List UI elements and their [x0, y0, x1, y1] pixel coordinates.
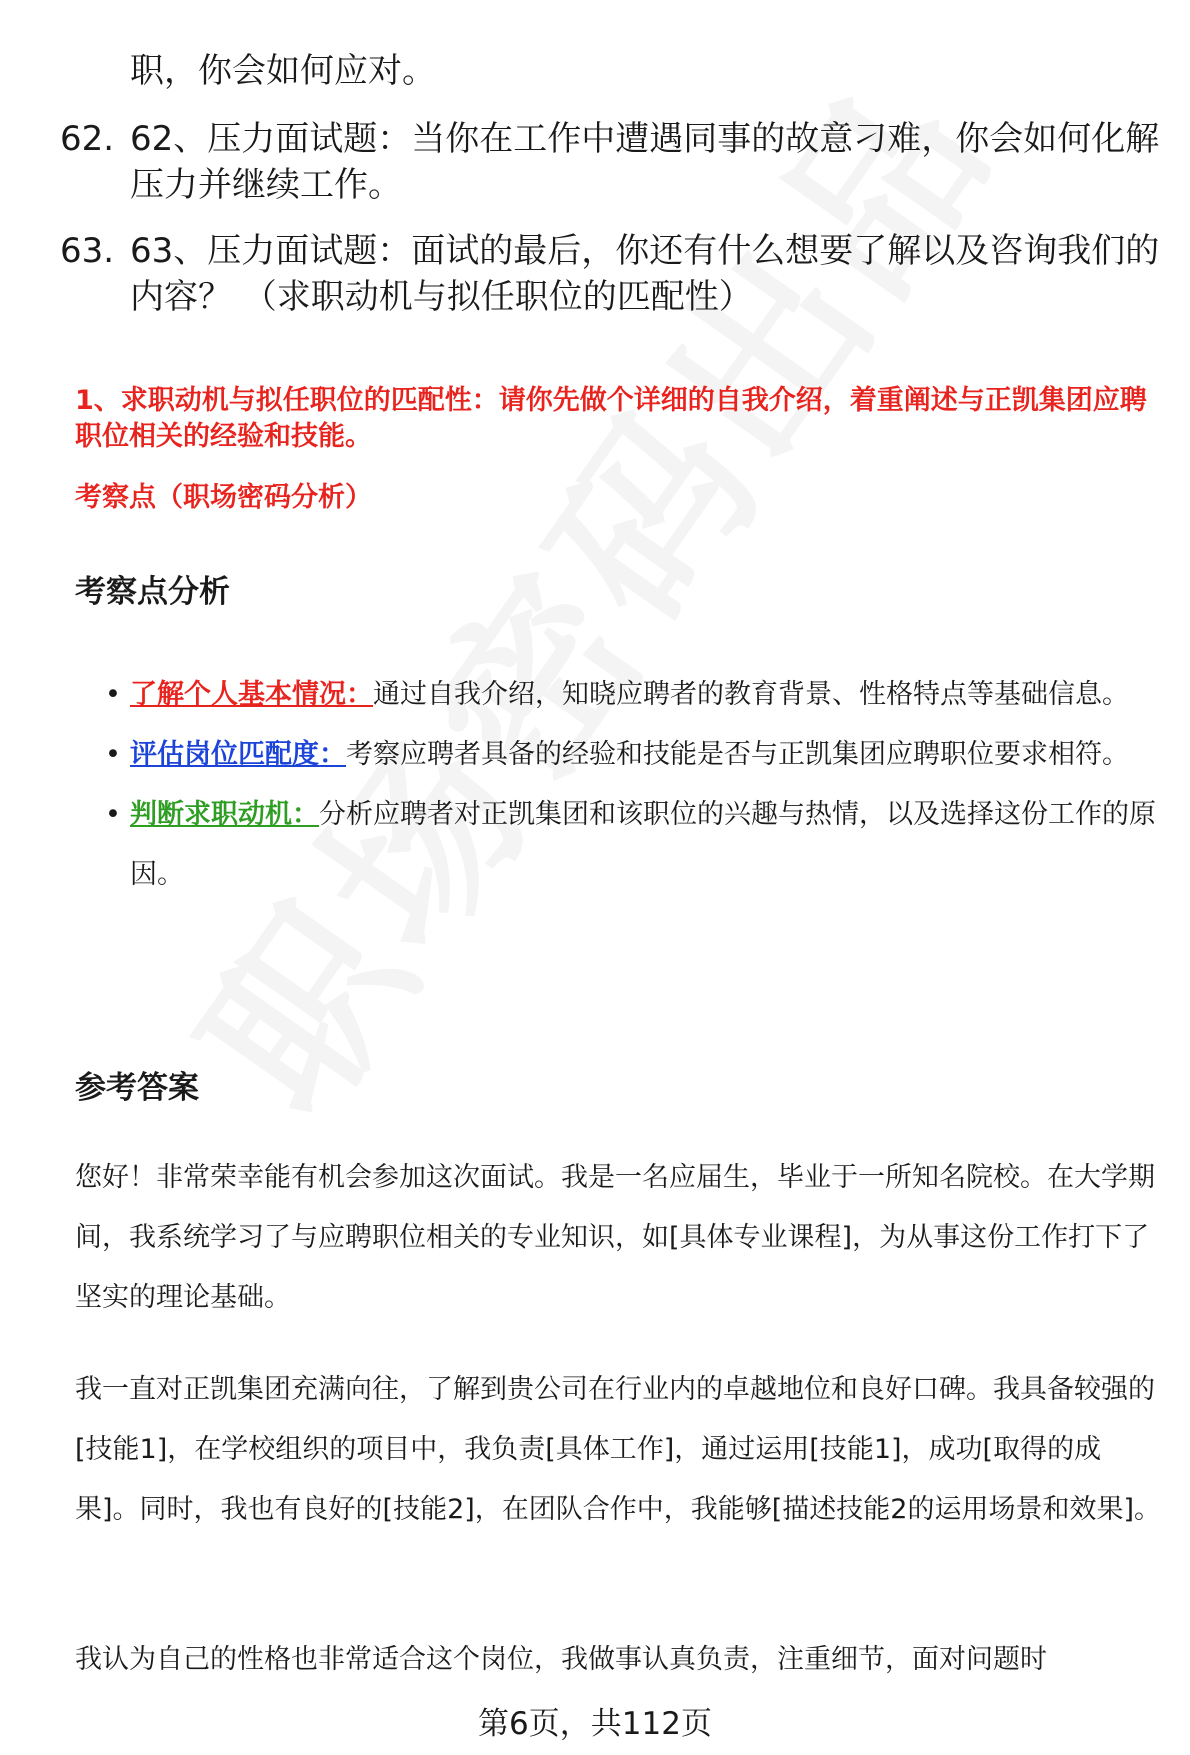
- bullet-text: 分析应聘者对正凯集团和该职位的兴趣与热情，以及选择这份工作的原因。: [130, 799, 1156, 890]
- list-item: [75, 665, 1165, 725]
- list-number: 63.: [60, 231, 115, 271]
- list-item: [75, 785, 1165, 905]
- bullet-text: 考察应聘者具备的经验和技能是否与正凯集团应聘职位要求相符。: [346, 739, 1129, 770]
- bullet-key: 判断求职动机：: [130, 799, 319, 830]
- bullet-key: 了解个人基本情况：: [130, 679, 373, 710]
- list-item-continuation: [60, 48, 1160, 94]
- analysis-heading: 考察点分析: [75, 574, 230, 610]
- list-item-63: [60, 228, 1160, 320]
- page-footer: 第6页，共112页: [478, 1706, 712, 1742]
- list-item-text: 63、压力面试题：面试的最后，你还有什么想要了解以及咨询我们的内容？ （求职动机与拟任职位的匹配性）: [130, 231, 1160, 317]
- answer-paragraph: 我认为自己的性格也非常适合这个岗位，我做事认真负责，注重细节，面对问题时: [75, 1644, 1047, 1675]
- list-number: 62.: [60, 119, 115, 159]
- bullet-key: 评估岗位匹配度：: [130, 739, 346, 770]
- highlight-question: 1、求职动机与拟任职位的匹配性：请你先做个详细的自我介绍，着重阐述与正凯集团应聘职位相关的经验和技能。: [75, 385, 1147, 452]
- list-item-62: [60, 116, 1160, 208]
- answer-heading: 参考答案: [75, 1070, 199, 1106]
- answer-paragraph: 我一直对正凯集团充满向往，了解到贵公司在行业内的卓越地位和良好口碑。我具备较强的[技能1]，在学校组织的项目中，我负责[具体工作]，通过运用[技能1]，成功[取得的成果]。同时，我也有良好的[技能2]，在团队合作中，我能够[描述技能2的运用场景和效果]。: [75, 1374, 1162, 1525]
- analysis-list: [75, 665, 1165, 905]
- list-item-text: 职，你会如何应对。: [130, 51, 436, 91]
- answer-paragraph: 您好！非常荣幸能有机会参加这次面试。我是一名应届生，毕业于一所知名院校。在大学期间，我系统学习了与应聘职位相关的专业知识，如[具体专业课程]，为从事这份工作打下了坚实的理论基础。: [75, 1162, 1155, 1313]
- list-item-text: 62、压力面试题：当你在工作中遭遇同事的故意刁难，你会如何化解压力并继续工作。: [130, 119, 1160, 205]
- analysis-label: 考察点（职场密码分析）: [75, 482, 372, 513]
- bullet-text: 通过自我介绍，知晓应聘者的教育背景、性格特点等基础信息。: [373, 679, 1129, 710]
- list-item: [75, 725, 1165, 785]
